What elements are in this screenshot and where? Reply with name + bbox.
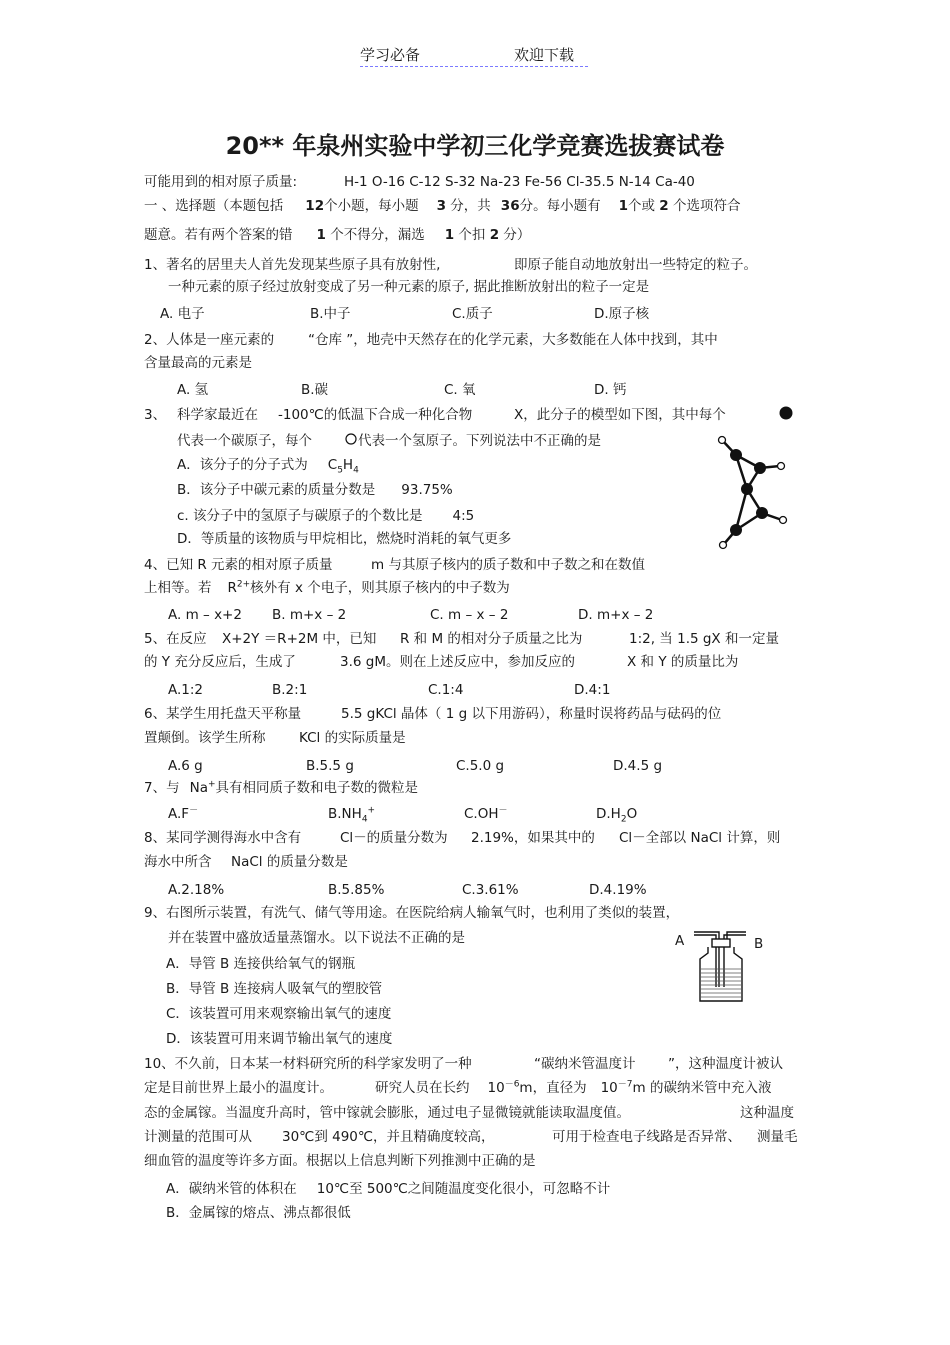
figure-label-b: B [754,936,764,952]
atomic-masses-label: 可能用到的相对原子质量: [144,174,298,190]
q8-stem-e: 海水中所含 [144,854,212,870]
q2-stem-c: 含量最高的元素是 [144,355,252,371]
q9-option-c: C．该装置可用来观察输出氧气的速度 [166,1006,392,1022]
q1-option-c: C.质子 [452,306,493,322]
q6-option-c: C.5.0 g [456,758,505,774]
q10-option-b: B．金属镓的熔点、沸点都很低 [166,1205,351,1221]
molecule-model-figure [712,430,792,554]
q10-stem-i: 30℃到 490℃，并且精确度较高， [282,1129,495,1145]
q9-stem-a: 9、右图所示装置，有洗气、储气等用途。在医院给病人输氧气时，也利用了类似的装置， [144,905,680,921]
q3-stem-b: -100℃的低温下合成一种化合物 [278,407,473,423]
q10-stem-l: 细血管的温度等许多方面。根据以上信息判断下列推测中正确的是 [144,1153,536,1169]
q5-stem-e: 的 Y 充分反应后，生成了 [144,654,296,670]
q10-stem-k: 测量毛 [757,1129,798,1145]
q3-number: 3、 [144,407,167,423]
section-instructions-line2: 题意。若有两个答案的错 1 个不得分，漏选 1 个扣 2 分） [144,227,531,243]
q8-option-d: D.4.19% [589,882,647,898]
q4-stem-b: m 与其原子核内的质子数和中子数之和在数值 [371,557,645,573]
q5-option-b: B.2:1 [272,682,308,698]
q1-stem-c: 一种元素的原子经过放射变成了另一种元素的原子, 据此推断放射出的粒子一定是 [168,279,650,295]
q9-option-d: D．该装置可用来调节输出氧气的速度 [166,1031,393,1047]
q10-option-a: A．碳纳米管的体积在 10℃至 500℃之间随温度变化很小，可忽略不计 [166,1181,611,1197]
q3-option-b: B．该分子中碳元素的质量分数是 93.75% [177,482,453,498]
section-instructions-line1: 一 、选择题（本题包括 12个小题，每小题 3 分，共 36分。每小题有 1个或 2 个选项符合 [144,198,741,214]
atomic-masses: H-1 O-16 C-12 S-32 Na-23 Fe-56 Cl-35.5 N-14 Ca-40 [344,174,695,190]
q10-stem-d: 定是目前世界上最小的温度计。 [144,1080,333,1096]
q8-option-a: A.2.18% [168,882,225,898]
q5-stem-g: X 和 Y 的质量比为 [627,654,739,670]
q1-option-a: A. 电子 [160,306,205,322]
q5-stem-c: R 和 M 的相对分子质量之比为 [400,631,583,647]
q3-option-c: c. 该分子中的氢原子与碳原子的个数比是 4:5 [177,508,475,524]
figure-label-a: A [675,933,685,949]
q10-stem-e: 研究人员在长约 $10^{-6}m$，直径为 $10^{-7}m$ 的碳纳米管中充入液 [375,1079,772,1096]
q10-stem-f: 态的金属镓。当温度升高时，管中镓就会膨胀，通过电子显微镜就能读取温度值。 [144,1105,630,1121]
q8-stem-b: Cl－的质量分数为 [340,830,448,846]
q1-option-d: D.原子核 [594,306,650,322]
q1-stem-a: 1、著名的居里夫人首先发现某些原子具有放射性, [144,257,441,273]
q8-option-b: B.5.85% [328,882,385,898]
q8-stem-d: Cl－全部以 NaCl 计算，则 [619,830,781,846]
q6-stem-a: 6、某学生用托盘天平称量 [144,706,302,722]
q6-stem-b: 5.5 gKCl 晶体（ 1 g 以下用游码），称量时误将药品与砝码的位 [341,706,722,722]
q7-option-b: $B.NH_4^+$ [328,805,376,825]
q5-stem-d: 1:2, 当 1.5 gX 和一定量 [629,631,779,647]
q9-stem-b: 并在装置中盛放适量蒸馏水。以下说法不正确的是 [168,930,465,946]
q2-option-c: C. 氧 [444,382,476,398]
q3-stem-d: 代表一个碳原子，每个 [177,433,312,449]
q6-option-d: D.4.5 g [613,758,663,774]
q10-stem-c: ”，这种温度计被认 [668,1056,783,1072]
q7-stem: 7、与 Na+具有相同质子数和电子数的微粒是 [144,779,419,796]
exam-title: 20** 年泉州实验中学初三化学竞赛选拔赛试卷 [225,132,725,160]
q4-stem-c: 上相等。若 $R^{2+}$核外有 x 个电子，则其原子核内的中子数为 [144,579,510,596]
q7-option-a: A.F－ [168,805,199,822]
q2-stem-a: 2、人体是一座元素的 [144,332,275,348]
q10-stem-h: 计测量的范围可从 [144,1129,252,1145]
q3-option-d: D．等质量的该物质与甲烷相比，燃烧时消耗的氧气更多 [177,531,512,547]
page-header [360,44,588,67]
hydrogen-atom-legend-icon [344,432,358,446]
q10-stem-j: 可用于检查电子线路是否异常、 [552,1129,741,1145]
q1-option-b: B.中子 [310,306,351,322]
q1-stem-b: 即原子能自动地放射出一些特定的粒子。 [514,257,757,273]
q2-option-a: A. 氢 [177,382,209,398]
header-left: 学习必备 [360,46,421,64]
header-right: 欢迎下载 [514,46,575,64]
q7-option-d: $D.H_2O$ [596,806,638,825]
q3-option-a: A．该分子的分子式为 $C_5H_4$ [177,457,359,476]
q5-stem-a: 5、在反应 [144,631,207,647]
q9-option-a: A．导管 B 连接供给氧气的钢瓶 [166,956,356,972]
q5-stem-b: X+2Y ＝R+2M 中，已知 [222,631,377,647]
q10-stem-g: 这种温度 [740,1105,794,1121]
q8-stem-a: 8、某同学测得海水中含有 [144,830,302,846]
q4-option-d: D. m+x – 2 [578,607,654,623]
q8-stem-c: 2.19%，如果其中的 [471,830,595,846]
q3-stem-e: 代表一个氢原子。下列说法中不正确的是 [358,433,601,449]
gas-washing-bottle-figure [688,925,752,1005]
q3-stem-a: 科学家最近在 [177,407,258,423]
q6-option-b: B.5.5 g [306,758,354,774]
q2-option-b: B.碳 [301,382,329,398]
q6-stem-d: KCl 的实际质量是 [299,730,406,746]
q4-stem-a: 4、已知 R 元素的相对原子质量 [144,557,333,573]
q10-stem-b: “碳纳米管温度计 [534,1056,636,1072]
q5-stem-f: 3.6 gM。则在上述反应中，参加反应的 [340,654,575,670]
q4-option-c: C. m – x – 2 [430,607,509,623]
carbon-atom-legend-icon [778,405,794,421]
q6-option-a: A.6 g [168,758,203,774]
q5-option-a: A.1:2 [168,682,204,698]
q2-option-d: D. 钙 [594,382,627,398]
q4-option-b: B. m+x – 2 [272,607,347,623]
q6-stem-c: 置颠倒。该学生所称 [144,730,266,746]
q7-option-c: C.OH－ [464,805,508,822]
q5-option-d: D.4:1 [574,682,611,698]
q5-option-c: C.1:4 [428,682,464,698]
q9-option-b: B．导管 B 连接病人吸氧气的塑胶管 [166,981,383,997]
q10-stem-a: 10、不久前，日本某一材料研究所的科学家发明了一种 [144,1056,472,1072]
q2-stem-b: “仓库 ”，地壳中天然存在的化学元素，大多数能在人体中找到，其中 [308,332,718,348]
q8-option-c: C.3.61% [462,882,519,898]
q4-option-a: A. m – x+2 [168,607,242,623]
q8-stem-f: NaCl 的质量分数是 [231,854,348,870]
q3-stem-c: X，此分子的模型如下图，其中每个 [514,407,726,423]
